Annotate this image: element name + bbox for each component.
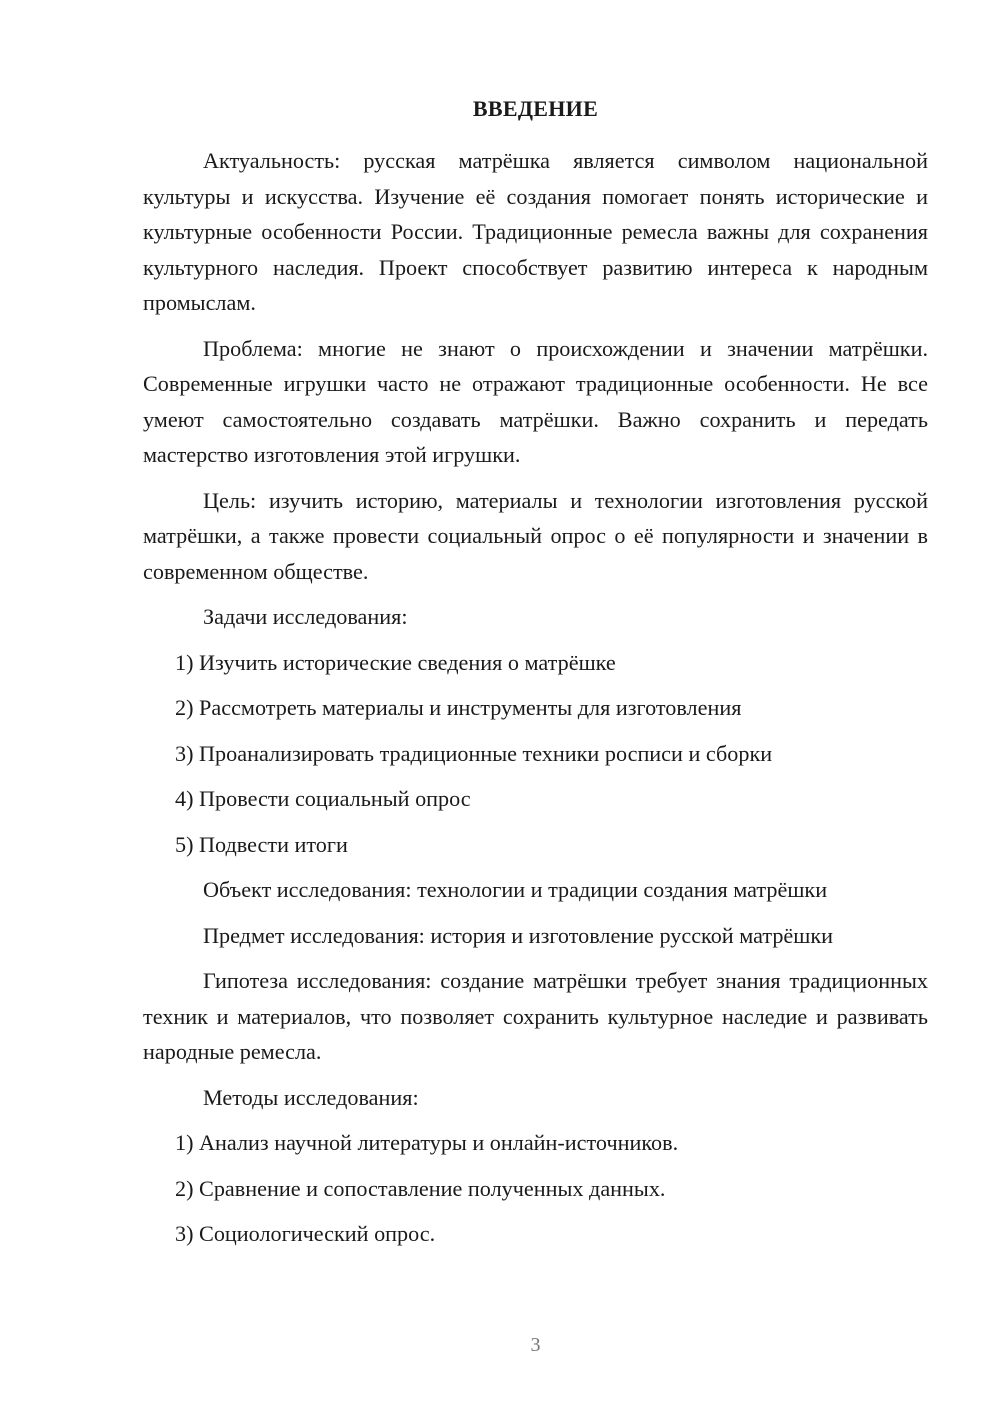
list-item: 5) Подвести итоги: [175, 831, 348, 857]
list-item: 2) Сравнение и сопоставление полученных данных.: [175, 1175, 666, 1201]
hypothesis-paragraph: Гипотеза исследования: создание матрёшки требует знания традиционных техник и материалов, что позволяет сохранить культурное наследие и развивать народные ремесла.: [143, 968, 928, 1064]
research-object: Объект исследования: технологии и традиции создания матрёшки: [203, 877, 828, 902]
list-item: 1) Анализ научной литературы и онлайн-источников.: [175, 1130, 679, 1155]
problem-paragraph: Проблема: многие не знают о происхождении и значении матрёшки. Современные игрушки часто не отражают традиционные особенности. Не все умеют самостоятельно создавать матрёшки. Важно сохранить и передать мастерство изготовления этой игрушки.: [143, 335, 928, 467]
list-item: 3) Социологический опрос.: [175, 1221, 436, 1246]
goal-paragraph: Цель: изучить историю, материалы и технологии изготовления русской матрёшки, а также провести социальный опрос о её популярности и значении в современном обществе.: [143, 487, 928, 584]
list-item: 2) Рассмотреть материалы и инструменты для изготовления: [175, 695, 742, 720]
list-item: 1) Изучить исторические сведения о матрёшке: [175, 649, 616, 675]
document-page: [143, 0, 928, 1414]
relevance-paragraph: Актуальность: русская матрёшка является символом национальной культуры и искусства. Изучение её создания помогает понять исторические и культурные особенности России. Традиционные ремесла важны для сохранения культурного наследия. Проект способствует развитию интереса к народным промыслам.: [143, 148, 928, 315]
page-number: 3: [530, 1334, 541, 1356]
list-item: 4) Провести социальный опрос: [175, 786, 471, 811]
tasks-title: Задачи исследования:: [203, 604, 408, 629]
research-subject: Предмет исследования: история и изготовление русской матрёшки: [203, 922, 834, 948]
methods-title: Методы исследования:: [203, 1084, 419, 1110]
list-item: 3) Проанализировать традиционные техники росписи и сборки: [175, 740, 773, 766]
document-body: [143, 143, 928, 1262]
page-title: ВВЕДЕНИЕ: [472, 96, 599, 121]
